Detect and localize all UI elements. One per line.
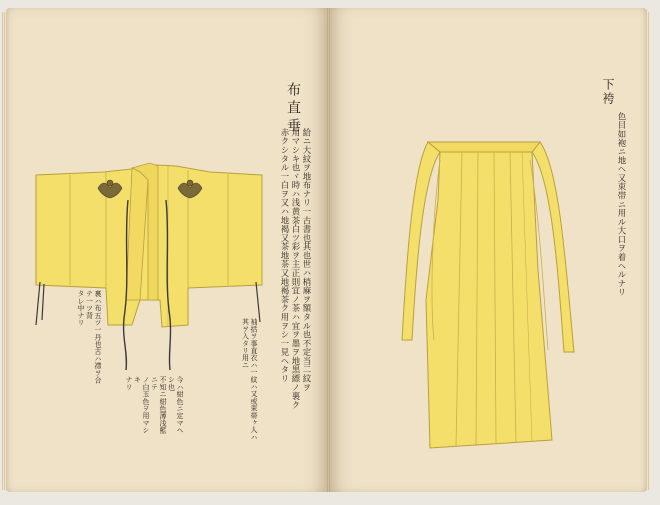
note-line: タレ中ナリ	[77, 290, 85, 326]
note-line: 裏ハ布五ツ一丹也古ハ襟ヲ合テ一ツ背	[85, 290, 102, 384]
note-line: 今ハ紺色ニ定マヘシ也	[167, 376, 184, 434]
left-title: 布直垂	[285, 82, 301, 136]
note-bottom	[125, 376, 184, 436]
note-right	[232, 318, 258, 463]
left-main-text	[258, 128, 312, 458]
note-line: 其ヲ入タリ用ニ	[241, 318, 250, 369]
right-text: 色目如袍ニ地ヘ又束帯ニ用ル大口ヲ着ヘルナリ	[617, 112, 627, 297]
text-column: 給ニ大紋ヲ地布ナリ一古書也其也世ハ梢麻ヲ額タル也不定当二紋ヲ	[302, 128, 312, 392]
note-line: ナリ	[125, 376, 133, 391]
text-column: 用マシキ也ヾ時ハ浅黄茶白ツ彩ヲ主正則宜ノ茶ハ宜ヲ墨ヲ地黒縹ノ裏ク	[291, 128, 301, 410]
note-left	[74, 290, 102, 390]
text-column: 赤クシタル一白ヲ又ハ地褐又茶地茶又地褐茶ク用ヲシ一見ヘタリ	[280, 128, 290, 383]
note-line: 袖括ヲ事直衣ハ一紋ハ又或束帯ヶ人ハ	[250, 318, 258, 441]
right-title: 下袴	[601, 78, 615, 106]
note-line: ノ白玉色ヲ用マシキ	[133, 376, 150, 434]
note-line: 不知ニ紺色薄浅藍ニテ	[150, 376, 167, 434]
